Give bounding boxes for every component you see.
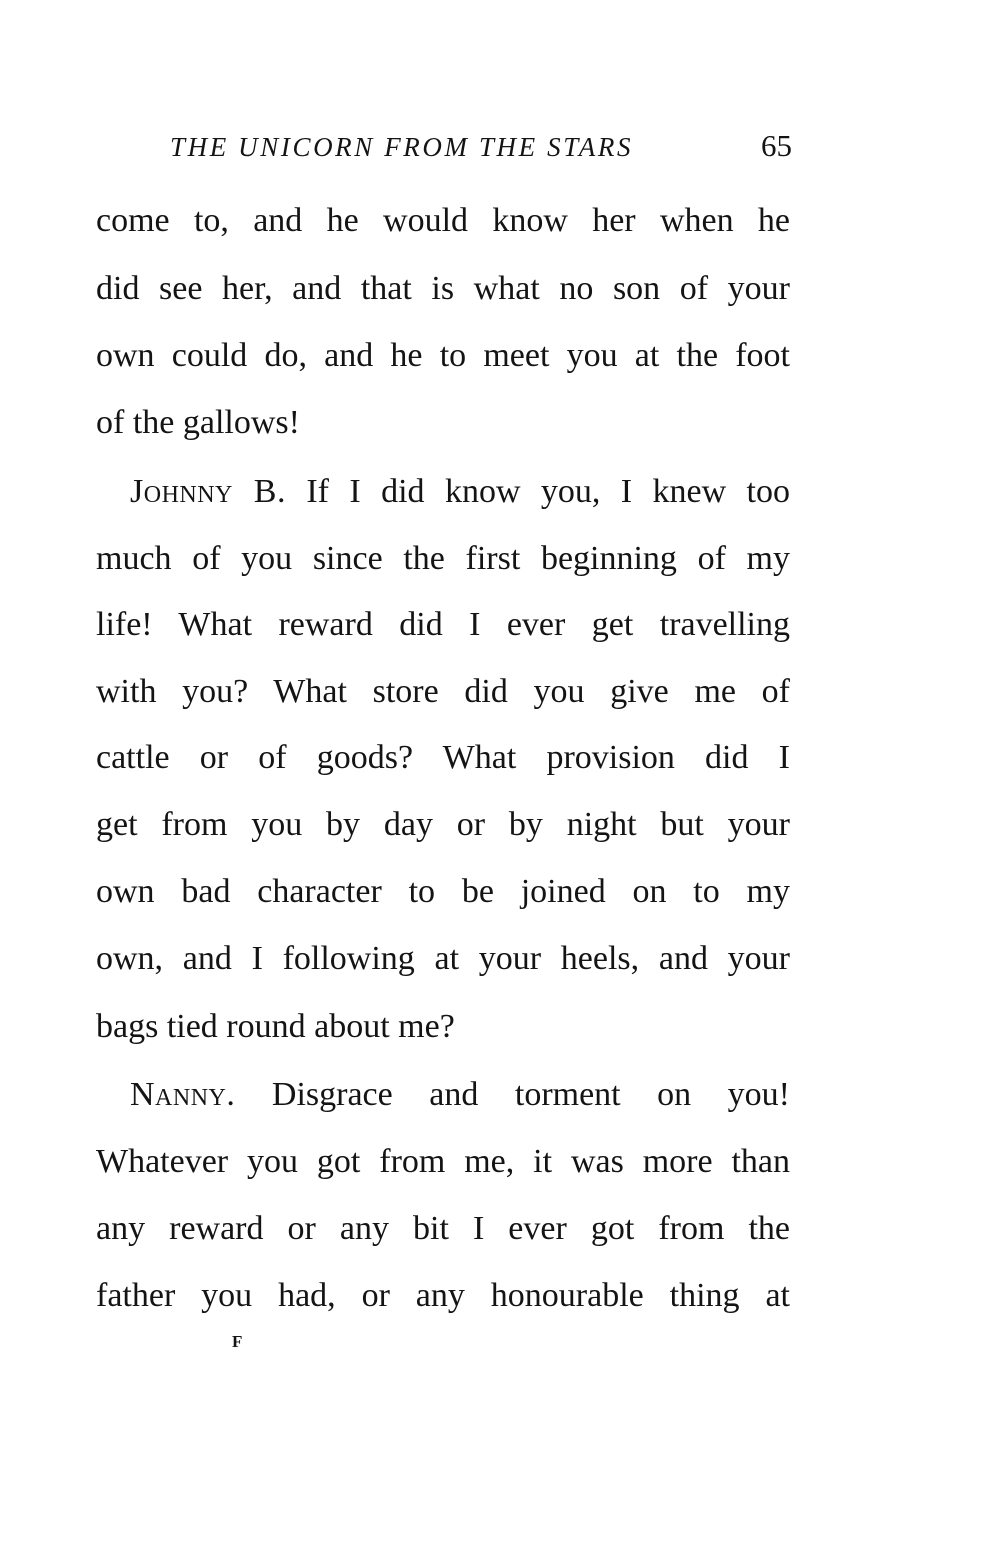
text-line: get from you by day or by night but your [96, 806, 790, 843]
text-line: life! What reward did I ever get travelling [96, 606, 790, 643]
text-line: own, and I following at your heels, and your [96, 940, 790, 977]
text-line: father you had, or any honourable thing at [96, 1277, 790, 1314]
text-line [130, 467, 790, 517]
text-line: own bad character to be joined on to my [96, 873, 790, 910]
running-title: THE UNICORN FROM THE STARS [170, 132, 634, 162]
speech-text: If I did know you, I knew too [285, 473, 790, 510]
text-line: own could do, and he to meet you at the foot [96, 337, 790, 374]
text-line: did see her, and that is what no son of your [96, 270, 790, 307]
page-header [170, 128, 792, 168]
text-line: of the gallows! [96, 404, 300, 441]
speech-text: Disgrace and torment on you! [235, 1076, 790, 1113]
text-line: with you? What store did you give me of [96, 673, 790, 710]
text-line: much of you since the first beginning of my [96, 540, 790, 577]
speaker-name: Johnny B. [130, 473, 286, 510]
text-line: any reward or any bit I ever got from the [96, 1210, 790, 1247]
speaker-name: Nanny. [130, 1076, 236, 1113]
text-line: Whatever you got from me, it was more than [96, 1143, 790, 1180]
text-line [130, 1070, 790, 1120]
text-line: cattle or of goods? What provision did I [96, 739, 790, 776]
signature-mark: F [232, 1332, 243, 1351]
text-line: come to, and he would know her when he [96, 202, 790, 239]
page-number: 65 [761, 128, 792, 163]
text-line: bags tied round about me? [96, 1008, 455, 1045]
